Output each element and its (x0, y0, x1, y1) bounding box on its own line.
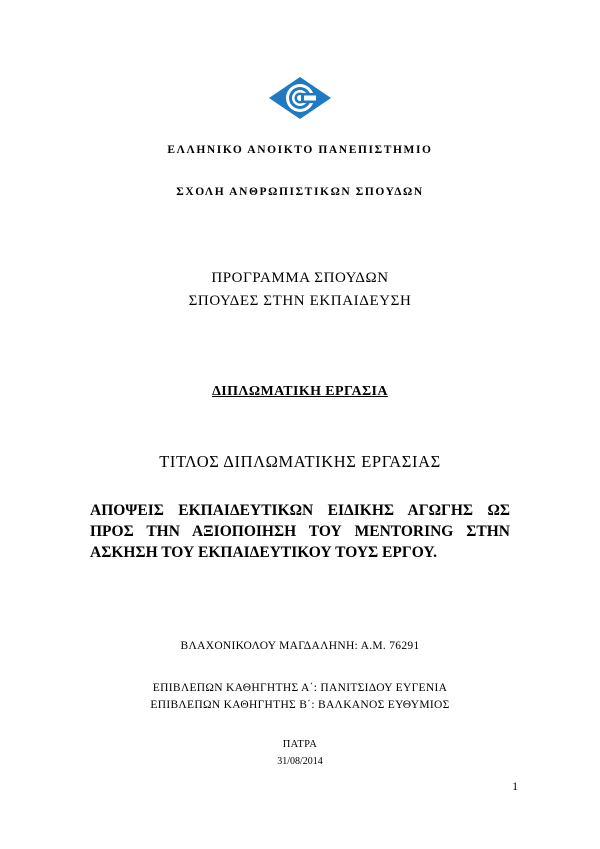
submission-date: 31/08/2014 (277, 756, 323, 767)
thesis-title-label: ΤΙΤΛΟΣ ΔΙΠΛΩΜΑΤΙΚΗΣ ΕΡΓΑΣΙΑΣ (159, 452, 441, 471)
eap-university-logo-icon (268, 76, 332, 120)
supervisor-a-line: ΕΠΙΒΛΕΠΩΝ ΚΑΘΗΓΗΤΗΣ Α΄: ΠΑΝΙΤΣΙΔΟΥ ΕΥΓΕΝΙΑ (152, 682, 448, 694)
thesis-title (90, 500, 510, 563)
program-name: ΣΠΟΥΔΕΣ ΣΤΗΝ ΕΚΠΑΙΔΕΥΣΗ (188, 293, 412, 309)
city: ΠΑΤΡΑ (282, 739, 318, 750)
author-line: ΒΛΑΧΟΝΙΚΟΛΟΥ ΜΑΓΔΑΛΗΝΗ: Α.Μ. 76291 (180, 640, 420, 652)
school-name: ΣΧΟΛΗ ΑΝΘΡΩΠΙΣΤΙΚΩΝ ΣΠΟΥΔΩΝ (176, 186, 424, 198)
thesis-title-line: ΠΡΟΣ ΤΗΝ ΑΞΙΟΠΟΙΗΣΗ ΤΟΥ MENTORING ΣΤΗΝ (90, 523, 510, 540)
supervisor-b-line: ΕΠΙΒΛΕΠΩΝ ΚΑΘΗΓΗΤΗΣ Β΄: ΒΑΛΚΑΝΟΣ ΕΥΘΥΜΙΟΣ (150, 699, 450, 711)
university-name: ΕΛΛΗΝΙΚΟ ΑΝΟΙΚΤΟ ΠΑΝΕΠΙΣΤΗΜΙΟ (167, 144, 433, 156)
program-label: ΠΡΟΓΡΑΜΜΑ ΣΠΟΥΔΩΝ (211, 270, 389, 286)
thesis-title-line: ΑΠΟΨΕΙΣ ΕΚΠΑΙΔΕΥΤΙΚΩΝ ΕΙΔΙΚΗΣ ΑΓΩΓΗΣ ΩΣ (90, 502, 510, 519)
thesis-title-line: ΑΣΚΗΣΗ ΤΟΥ ΕΚΠΑΙΔΕΥΤΙΚΟΥ ΤΟΥΣ ΕΡΓΟΥ. (90, 544, 438, 561)
thesis-label: ΔΙΠΛΩΜΑΤΙΚΗ ΕΡΓΑΣΙΑ (212, 384, 388, 399)
page-number: 1 (512, 781, 518, 793)
